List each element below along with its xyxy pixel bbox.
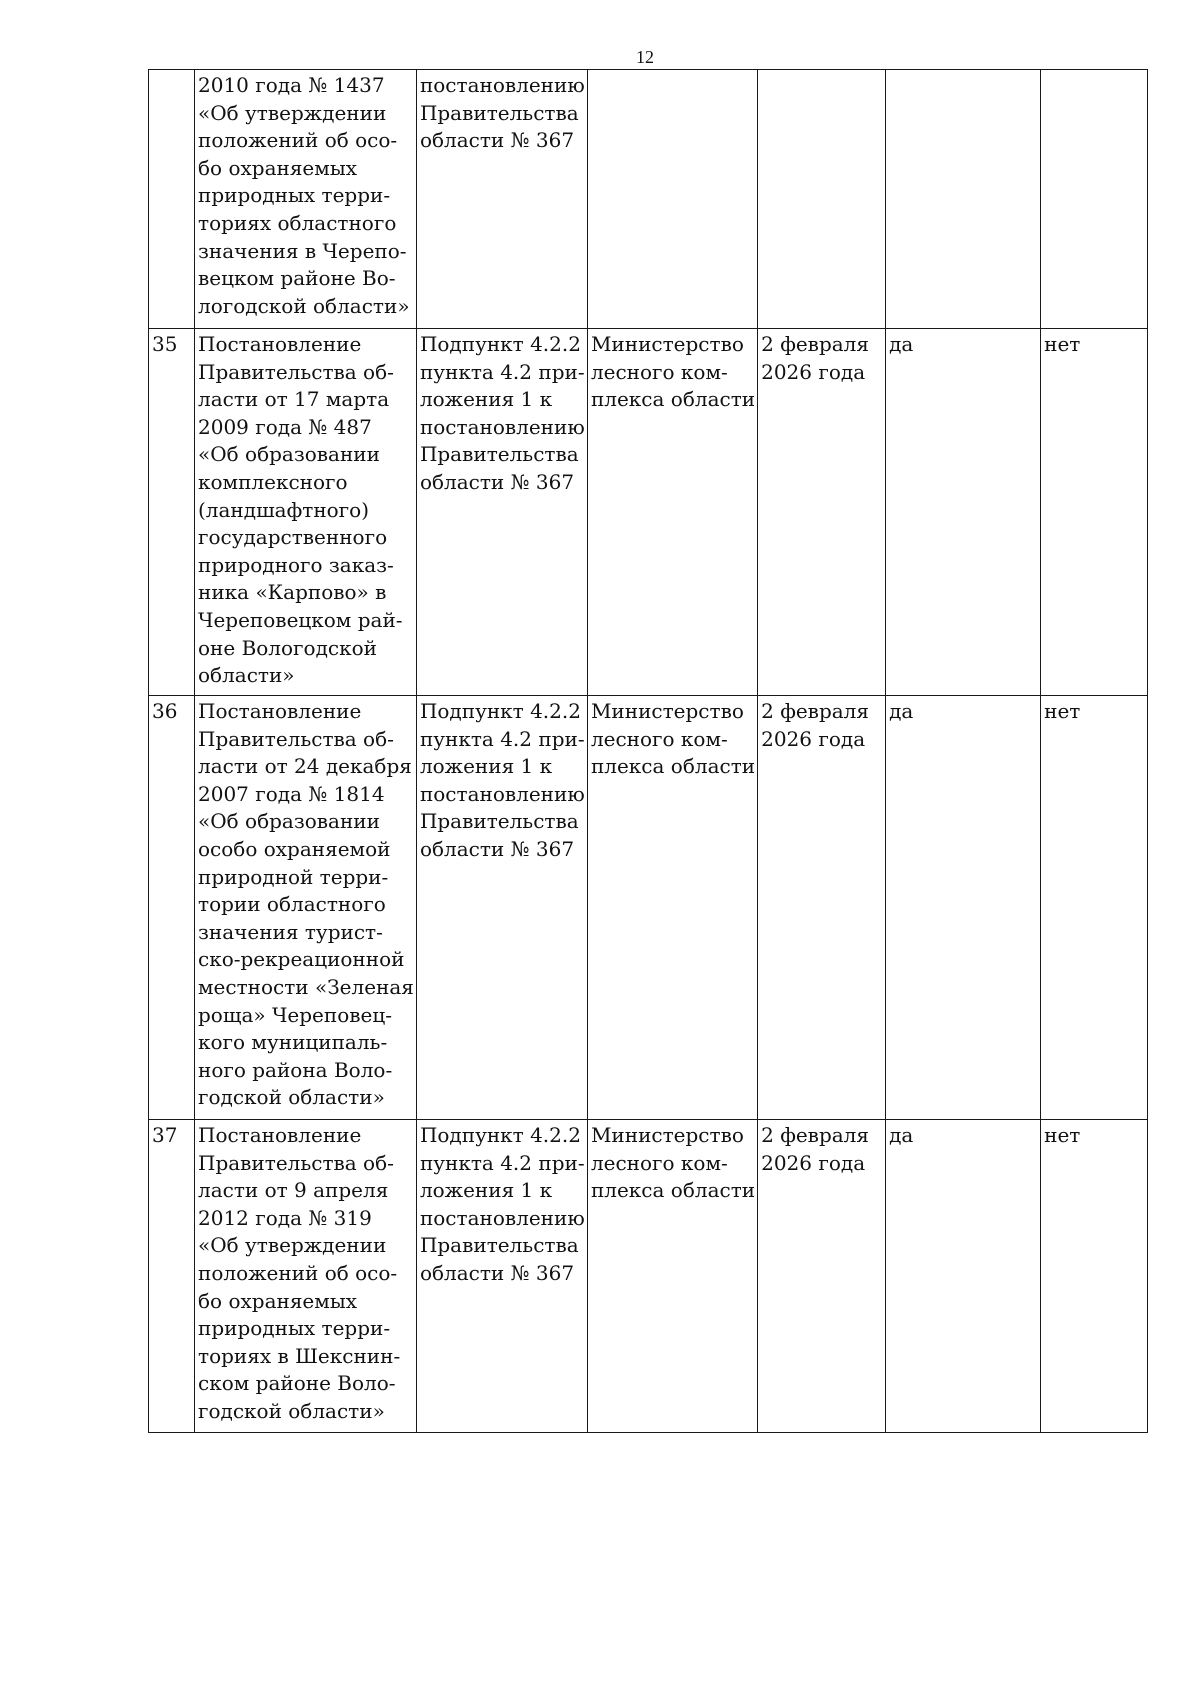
cell-text-line: Министерство bbox=[590, 699, 744, 723]
responsible-body-cell bbox=[587, 70, 757, 329]
cell-text-line: значения турист- bbox=[198, 919, 383, 944]
cell-text-line: ложения 1 к bbox=[419, 754, 553, 779]
cell-text-line: 2 февраля bbox=[761, 1123, 869, 1147]
cell-text-line: природной терри- bbox=[198, 864, 389, 889]
cell-text-line: «Об утверждении bbox=[198, 1233, 387, 1258]
structural-unit-cell bbox=[416, 70, 587, 329]
cell-text-line: ско-рекреационной bbox=[198, 947, 405, 972]
table-row bbox=[149, 329, 1148, 696]
cell-text-line: Правительства об- bbox=[198, 726, 394, 751]
cell-text-line: годской области» bbox=[198, 1085, 385, 1110]
cell-text-line: 2026 года bbox=[761, 1150, 866, 1175]
row-number-cell bbox=[149, 696, 195, 1120]
cell-text-line: Правительства об- bbox=[198, 1150, 394, 1175]
cell-text-line: постановлению bbox=[419, 414, 585, 439]
cell-text-line: ника «Карпово» в bbox=[198, 580, 387, 605]
cell-text-line: плекса области bbox=[590, 387, 756, 412]
cell-text-line: плекса области bbox=[590, 1178, 756, 1203]
cell-text-line: природных терри- bbox=[198, 183, 391, 208]
cell-text-line: бо охраняемых bbox=[198, 155, 358, 180]
cell-text: нет bbox=[1044, 332, 1081, 356]
cell-text-line: комплексного bbox=[198, 469, 348, 494]
structural-unit-cell bbox=[416, 1120, 587, 1433]
cell-text-line: природного заказ- bbox=[198, 552, 394, 577]
cell-text-line: Министерство bbox=[590, 332, 744, 356]
cell-text-line: Подпункт 4.2.2 bbox=[419, 1123, 581, 1147]
cell-text-line: Правительства bbox=[419, 1233, 579, 1258]
cell-text-line: Подпункт 4.2.2 bbox=[419, 332, 581, 356]
row-number-cell bbox=[149, 1120, 195, 1433]
cell-text-line: Правительства bbox=[419, 100, 579, 125]
cell-text-line: 2026 года bbox=[761, 359, 866, 384]
cell-text-line: Правительства bbox=[419, 809, 579, 834]
cell-text: да bbox=[889, 699, 914, 723]
cell-text-line: ложения 1 к bbox=[419, 387, 553, 412]
column-7-cell bbox=[1041, 1120, 1148, 1433]
cell-text-line: пункта 4.2 при- bbox=[419, 359, 585, 384]
cell-text-line: Подпункт 4.2.2 bbox=[419, 699, 581, 723]
deadline-cell bbox=[758, 329, 886, 696]
cell-text-line: роща» Череповец- bbox=[198, 1002, 392, 1027]
act-title-cell bbox=[195, 696, 417, 1120]
cell-text-line: области № 367 bbox=[419, 836, 575, 861]
cell-text-line: плекса области bbox=[590, 754, 756, 779]
cell-text-line: (ландшафтного) bbox=[198, 497, 370, 522]
deadline-cell bbox=[758, 70, 886, 329]
cell-text-line: ласти от 17 марта bbox=[198, 387, 390, 412]
table-row bbox=[149, 1120, 1148, 1433]
responsible-body-cell bbox=[587, 329, 757, 696]
deadline-cell bbox=[758, 696, 886, 1120]
cell-text-line: природных терри- bbox=[198, 1316, 391, 1341]
cell-text-line: кого муниципаль- bbox=[198, 1030, 388, 1055]
act-title-cell bbox=[195, 329, 417, 696]
cell-text-line: 2012 года № 319 bbox=[198, 1205, 372, 1230]
act-title-cell bbox=[195, 1120, 417, 1433]
row-number-cell bbox=[149, 70, 195, 329]
cell-text-line: бо охраняемых bbox=[198, 1288, 358, 1313]
cell-text-line: особо охраняемой bbox=[198, 836, 391, 861]
cell-text-line: ложения 1 к bbox=[419, 1178, 553, 1203]
cell-text-line: лесного ком- bbox=[590, 359, 728, 384]
cell-text-line: области № 367 bbox=[419, 1260, 575, 1285]
deadline-cell bbox=[758, 1120, 886, 1433]
cell-text-line: 2009 года № 487 bbox=[198, 414, 372, 439]
cell-text: да bbox=[889, 332, 914, 356]
cell-text-line: оне Вологодской bbox=[198, 635, 377, 660]
cell-text-line: «Об образовании bbox=[198, 809, 380, 834]
cell-text-line: области № 367 bbox=[419, 469, 575, 494]
responsible-body-cell bbox=[587, 1120, 757, 1433]
cell-text-line: 2 февраля bbox=[761, 699, 869, 723]
cell-text-line: 2 февраля bbox=[761, 332, 869, 356]
cell-text-line: лесного ком- bbox=[590, 726, 728, 751]
column-7-cell bbox=[1041, 329, 1148, 696]
cell-text-line: ториях областного bbox=[198, 210, 397, 235]
cell-text-line: положений об осо- bbox=[198, 1260, 398, 1285]
cell-text-line: вецком районе Во- bbox=[198, 266, 396, 291]
column-6-cell bbox=[886, 696, 1041, 1120]
cell-text-line: тории областного bbox=[198, 892, 386, 917]
act-title-cell bbox=[195, 70, 417, 329]
column-6-cell bbox=[886, 329, 1041, 696]
table-row bbox=[149, 70, 1148, 329]
cell-text-line: логодской области» bbox=[198, 293, 410, 318]
cell-text-line: постановлению bbox=[419, 1205, 585, 1230]
cell-text-line: пункта 4.2 при- bbox=[419, 1150, 585, 1175]
cell-text-line: ском районе Воло- bbox=[198, 1371, 396, 1396]
cell-text-line: постановлению bbox=[419, 73, 585, 97]
responsible-body-cell bbox=[587, 696, 757, 1120]
cell-text-line: Постановление bbox=[198, 699, 362, 723]
cell-text-line: 2010 года № 1437 bbox=[198, 73, 385, 97]
cell-text-line: 2026 года bbox=[761, 726, 866, 751]
cell-text: нет bbox=[1044, 1123, 1081, 1147]
cell-text-line: значения в Черепо- bbox=[198, 238, 407, 263]
cell-text-line: постановлению bbox=[419, 781, 585, 806]
cell-text-line: ласти от 9 апреля bbox=[198, 1178, 389, 1203]
cell-text-line: Постановление bbox=[198, 1123, 362, 1147]
cell-text: нет bbox=[1044, 699, 1081, 723]
cell-text-line: лесного ком- bbox=[590, 1150, 728, 1175]
cell-text-line: Министерство bbox=[590, 1123, 744, 1147]
cell-text-line: 2007 года № 1814 bbox=[198, 781, 385, 806]
structural-unit-cell bbox=[416, 696, 587, 1120]
column-6-cell bbox=[886, 1120, 1041, 1433]
cell-text-line: области № 367 bbox=[419, 128, 575, 153]
table-row bbox=[149, 696, 1148, 1120]
cell-text-line: государственного bbox=[198, 525, 388, 550]
cell-text-line: области» bbox=[198, 663, 295, 688]
cell-text-line: местности «Зеленая bbox=[198, 974, 414, 999]
column-6-cell bbox=[886, 70, 1041, 329]
cell-text-line: Постановление bbox=[198, 332, 362, 356]
regulations-table bbox=[148, 69, 1148, 1433]
cell-text-line: Череповецком рай- bbox=[198, 607, 403, 632]
cell-text-line: пункта 4.2 при- bbox=[419, 726, 585, 751]
cell-text: 36 bbox=[152, 699, 178, 723]
cell-text-line: «Об образовании bbox=[198, 442, 380, 467]
structural-unit-cell bbox=[416, 329, 587, 696]
cell-text-line: «Об утверждении bbox=[198, 100, 387, 125]
page-number: 12 bbox=[636, 47, 654, 67]
cell-text: 35 bbox=[152, 332, 178, 356]
row-number-cell bbox=[149, 329, 195, 696]
table-body bbox=[149, 70, 1148, 1433]
cell-text-line: годской области» bbox=[198, 1398, 385, 1423]
cell-text-line: положений об осо- bbox=[198, 128, 398, 153]
cell-text-line: ласти от 24 декабря bbox=[198, 754, 412, 779]
cell-text: 37 bbox=[152, 1123, 178, 1147]
cell-text-line: Правительства bbox=[419, 442, 579, 467]
column-7-cell bbox=[1041, 696, 1148, 1120]
cell-text: да bbox=[889, 1123, 914, 1147]
column-7-cell bbox=[1041, 70, 1148, 329]
cell-text-line: Правительства об- bbox=[198, 359, 394, 384]
cell-text-line: ного района Воло- bbox=[198, 1057, 393, 1082]
cell-text-line: ториях в Шекснин- bbox=[198, 1343, 401, 1368]
